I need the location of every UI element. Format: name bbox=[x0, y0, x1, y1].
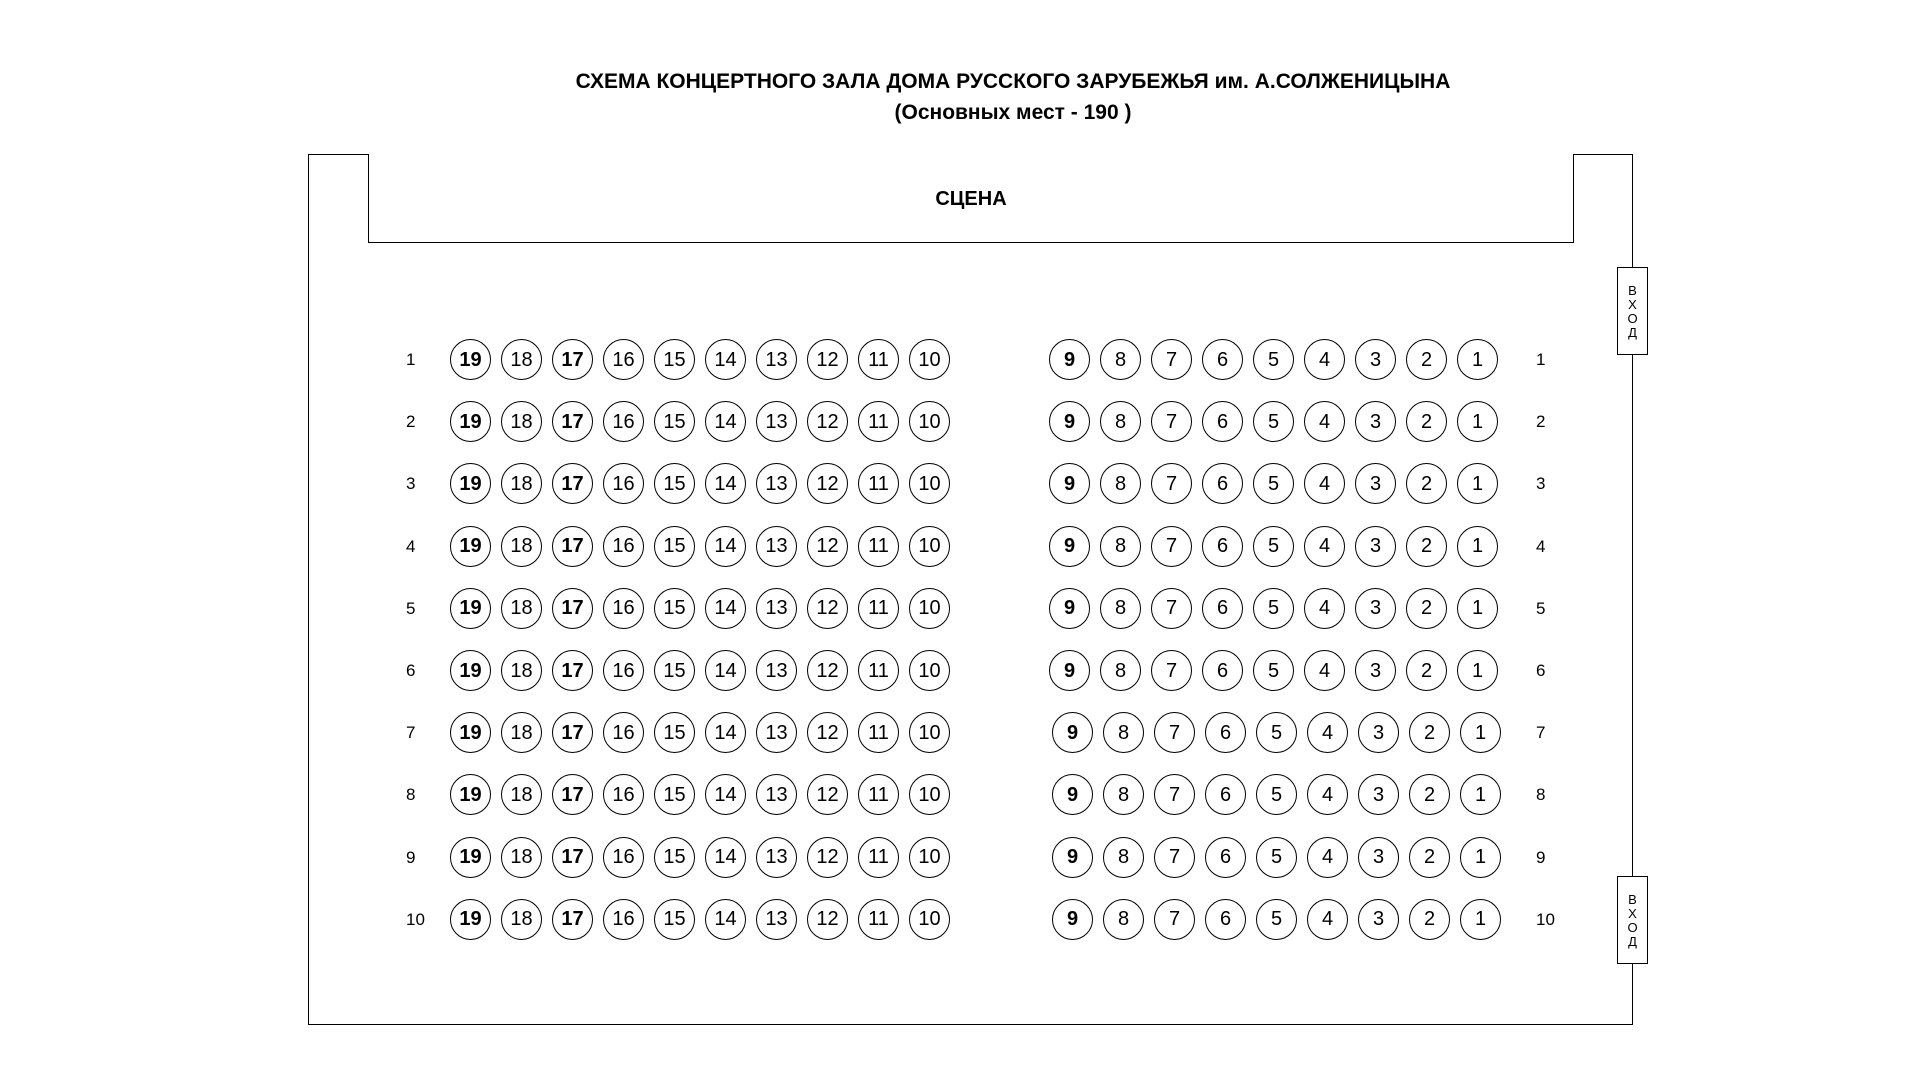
seat[interactable]: 9 bbox=[1049, 588, 1090, 629]
seat[interactable]: 2 bbox=[1406, 526, 1447, 567]
seat[interactable]: 12 bbox=[807, 774, 848, 815]
seat[interactable]: 12 bbox=[807, 899, 848, 940]
entrance-bottom bbox=[1617, 876, 1648, 964]
seat[interactable]: 19 bbox=[450, 650, 491, 691]
seat[interactable]: 10 bbox=[909, 401, 950, 442]
row-label-left: 9 bbox=[406, 847, 416, 867]
seat[interactable]: 8 bbox=[1103, 899, 1144, 940]
seat[interactable]: 13 bbox=[756, 588, 797, 629]
seat[interactable]: 13 bbox=[756, 401, 797, 442]
seat[interactable]: 1 bbox=[1460, 899, 1501, 940]
seat[interactable]: 8 bbox=[1100, 526, 1141, 567]
seat[interactable]: 19 bbox=[450, 588, 491, 629]
seat[interactable]: 7 bbox=[1151, 650, 1192, 691]
seat[interactable]: 8 bbox=[1103, 774, 1144, 815]
seat[interactable]: 12 bbox=[807, 463, 848, 504]
seat[interactable]: 10 bbox=[909, 837, 950, 878]
seat[interactable]: 8 bbox=[1103, 712, 1144, 753]
seat[interactable]: 8 bbox=[1100, 463, 1141, 504]
stage bbox=[368, 154, 1574, 243]
seat[interactable]: 9 bbox=[1052, 774, 1093, 815]
seat[interactable]: 4 bbox=[1307, 774, 1348, 815]
seat[interactable]: 6 bbox=[1202, 463, 1243, 504]
row-label-left: 10 bbox=[406, 909, 425, 929]
seat[interactable]: 9 bbox=[1049, 650, 1090, 691]
seat[interactable]: 12 bbox=[807, 837, 848, 878]
seat[interactable]: 12 bbox=[807, 588, 848, 629]
seat[interactable]: 2 bbox=[1409, 774, 1450, 815]
seat[interactable]: 14 bbox=[705, 837, 746, 878]
seat[interactable]: 2 bbox=[1406, 401, 1447, 442]
seat[interactable]: 16 bbox=[603, 463, 644, 504]
seat[interactable]: 17 bbox=[552, 339, 593, 380]
row-label-right: 2 bbox=[1536, 412, 1546, 432]
seat[interactable]: 2 bbox=[1409, 837, 1450, 878]
seat[interactable]: 6 bbox=[1202, 650, 1243, 691]
seat[interactable]: 5 bbox=[1253, 339, 1294, 380]
seat[interactable]: 2 bbox=[1406, 339, 1447, 380]
seat[interactable]: 14 bbox=[705, 712, 746, 753]
seat[interactable]: 12 bbox=[807, 401, 848, 442]
seat[interactable]: 12 bbox=[807, 526, 848, 567]
seat[interactable]: 2 bbox=[1406, 588, 1447, 629]
seat[interactable]: 18 bbox=[501, 712, 542, 753]
seat[interactable]: 12 bbox=[807, 712, 848, 753]
seat[interactable]: 11 bbox=[858, 837, 899, 878]
seat[interactable]: 1 bbox=[1457, 650, 1498, 691]
seat[interactable]: 16 bbox=[603, 837, 644, 878]
seat[interactable]: 10 bbox=[909, 899, 950, 940]
seat[interactable]: 7 bbox=[1151, 339, 1192, 380]
seat[interactable]: 19 bbox=[450, 401, 491, 442]
seat[interactable]: 18 bbox=[501, 463, 542, 504]
seat[interactable]: 5 bbox=[1253, 650, 1294, 691]
seat[interactable]: 4 bbox=[1304, 588, 1345, 629]
seat[interactable]: 18 bbox=[501, 588, 542, 629]
seat[interactable]: 6 bbox=[1202, 401, 1243, 442]
seat[interactable]: 16 bbox=[603, 899, 644, 940]
seat[interactable]: 5 bbox=[1253, 526, 1294, 567]
seat[interactable]: 7 bbox=[1154, 899, 1195, 940]
seat[interactable]: 15 bbox=[654, 339, 695, 380]
seat[interactable]: 13 bbox=[756, 650, 797, 691]
seat[interactable]: 5 bbox=[1256, 774, 1297, 815]
seat[interactable]: 5 bbox=[1253, 463, 1294, 504]
seat[interactable]: 9 bbox=[1052, 899, 1093, 940]
seat[interactable]: 5 bbox=[1253, 401, 1294, 442]
seat[interactable]: 3 bbox=[1355, 650, 1396, 691]
seat[interactable]: 18 bbox=[501, 401, 542, 442]
entrance-top-label: ВХОД bbox=[1625, 283, 1640, 339]
row-label-left: 8 bbox=[406, 785, 416, 805]
seat[interactable]: 16 bbox=[603, 526, 644, 567]
seat[interactable]: 14 bbox=[705, 588, 746, 629]
seat[interactable]: 16 bbox=[603, 588, 644, 629]
seat[interactable]: 7 bbox=[1154, 774, 1195, 815]
seat[interactable]: 11 bbox=[858, 650, 899, 691]
seat[interactable]: 4 bbox=[1307, 899, 1348, 940]
seat[interactable]: 2 bbox=[1406, 650, 1447, 691]
seat[interactable]: 8 bbox=[1100, 650, 1141, 691]
seat[interactable]: 9 bbox=[1049, 339, 1090, 380]
seat[interactable]: 3 bbox=[1355, 526, 1396, 567]
seat[interactable]: 5 bbox=[1256, 712, 1297, 753]
seat[interactable]: 7 bbox=[1151, 401, 1192, 442]
seat[interactable]: 13 bbox=[756, 463, 797, 504]
row-label-left: 6 bbox=[406, 661, 416, 680]
seat[interactable]: 18 bbox=[501, 339, 542, 380]
seat[interactable]: 10 bbox=[909, 463, 950, 504]
seat[interactable]: 11 bbox=[858, 526, 899, 567]
row-label-right: 6 bbox=[1536, 661, 1546, 680]
seat[interactable]: 16 bbox=[603, 650, 644, 691]
seat[interactable]: 10 bbox=[909, 650, 950, 691]
seat[interactable]: 1 bbox=[1460, 712, 1501, 753]
row-label-left: 4 bbox=[406, 536, 416, 556]
seat[interactable]: 11 bbox=[858, 712, 899, 753]
seat[interactable]: 10 bbox=[909, 588, 950, 629]
seat[interactable]: 16 bbox=[603, 774, 644, 815]
seat[interactable]: 6 bbox=[1202, 526, 1243, 567]
row-label-left: 3 bbox=[406, 474, 416, 494]
seat[interactable]: 17 bbox=[552, 401, 593, 442]
seat[interactable]: 15 bbox=[654, 774, 695, 815]
seat[interactable]: 6 bbox=[1205, 837, 1246, 878]
seat[interactable]: 11 bbox=[858, 401, 899, 442]
seat[interactable]: 14 bbox=[705, 526, 746, 567]
seat[interactable]: 8 bbox=[1100, 588, 1141, 629]
seat[interactable]: 7 bbox=[1151, 463, 1192, 504]
seat[interactable]: 11 bbox=[858, 899, 899, 940]
seat[interactable]: 18 bbox=[501, 837, 542, 878]
entrance-top bbox=[1617, 267, 1648, 355]
seat[interactable]: 7 bbox=[1151, 588, 1192, 629]
seat[interactable]: 7 bbox=[1151, 526, 1192, 567]
seat[interactable]: 17 bbox=[552, 837, 593, 878]
seat[interactable]: 11 bbox=[858, 339, 899, 380]
seat[interactable]: 17 bbox=[552, 774, 593, 815]
seat[interactable]: 4 bbox=[1304, 401, 1345, 442]
seat[interactable]: 9 bbox=[1052, 837, 1093, 878]
seat[interactable]: 15 bbox=[654, 401, 695, 442]
row-label-right: 3 bbox=[1536, 474, 1546, 494]
seat[interactable]: 5 bbox=[1256, 899, 1297, 940]
seat[interactable]: 8 bbox=[1100, 401, 1141, 442]
seat[interactable]: 15 bbox=[654, 899, 695, 940]
seat[interactable]: 18 bbox=[501, 650, 542, 691]
seat[interactable]: 9 bbox=[1049, 526, 1090, 567]
seat[interactable]: 3 bbox=[1358, 712, 1399, 753]
seat[interactable]: 9 bbox=[1052, 712, 1093, 753]
seat[interactable]: 1 bbox=[1457, 339, 1498, 380]
seat[interactable]: 11 bbox=[858, 588, 899, 629]
seat[interactable]: 13 bbox=[756, 774, 797, 815]
row-label-right: 9 bbox=[1536, 847, 1546, 867]
row-label-right: 4 bbox=[1536, 536, 1546, 556]
seat[interactable]: 18 bbox=[501, 774, 542, 815]
seat[interactable]: 15 bbox=[654, 526, 695, 567]
seat[interactable]: 19 bbox=[450, 837, 491, 878]
seat[interactable]: 14 bbox=[705, 650, 746, 691]
seat[interactable]: 15 bbox=[654, 712, 695, 753]
seat[interactable]: 15 bbox=[654, 650, 695, 691]
seat[interactable]: 1 bbox=[1457, 463, 1498, 504]
seat[interactable]: 10 bbox=[909, 339, 950, 380]
seat[interactable]: 13 bbox=[756, 339, 797, 380]
row-label-right: 7 bbox=[1536, 723, 1546, 743]
seat[interactable]: 17 bbox=[552, 899, 593, 940]
seat[interactable]: 15 bbox=[654, 588, 695, 629]
seat[interactable]: 17 bbox=[552, 712, 593, 753]
seat[interactable]: 4 bbox=[1304, 526, 1345, 567]
hall-title: СХЕМА КОНЦЕРТНОГО ЗАЛА ДОМА РУССКОГО ЗАРУБЕЖЬЯ им. А.СОЛЖЕНИЦЫНА bbox=[575, 70, 1451, 93]
seat[interactable]: 1 bbox=[1457, 401, 1498, 442]
seat[interactable]: 8 bbox=[1100, 339, 1141, 380]
seat[interactable]: 17 bbox=[552, 463, 593, 504]
seat[interactable]: 14 bbox=[705, 339, 746, 380]
seat[interactable]: 16 bbox=[603, 401, 644, 442]
seat[interactable]: 14 bbox=[705, 899, 746, 940]
seat[interactable]: 6 bbox=[1202, 339, 1243, 380]
seat[interactable]: 19 bbox=[450, 339, 491, 380]
seat[interactable]: 4 bbox=[1307, 712, 1348, 753]
seat[interactable]: 19 bbox=[450, 899, 491, 940]
seat[interactable]: 11 bbox=[858, 463, 899, 504]
seat[interactable]: 15 bbox=[654, 837, 695, 878]
seat[interactable]: 7 bbox=[1154, 837, 1195, 878]
seat[interactable]: 3 bbox=[1358, 837, 1399, 878]
seat[interactable]: 10 bbox=[909, 526, 950, 567]
seat[interactable]: 14 bbox=[705, 774, 746, 815]
seat[interactable]: 19 bbox=[450, 526, 491, 567]
seat[interactable]: 19 bbox=[450, 463, 491, 504]
seat[interactable]: 6 bbox=[1205, 774, 1246, 815]
row-label-right: 10 bbox=[1536, 909, 1555, 929]
row-label-right: 5 bbox=[1536, 598, 1546, 618]
seat[interactable]: 13 bbox=[756, 899, 797, 940]
seat[interactable]: 18 bbox=[501, 526, 542, 567]
seat[interactable]: 17 bbox=[552, 526, 593, 567]
seat[interactable]: 4 bbox=[1304, 339, 1345, 380]
row-label-right: 1 bbox=[1536, 350, 1546, 369]
seat[interactable]: 14 bbox=[705, 463, 746, 504]
seat[interactable]: 10 bbox=[909, 712, 950, 753]
seat[interactable]: 4 bbox=[1304, 650, 1345, 691]
seat[interactable]: 5 bbox=[1256, 837, 1297, 878]
seat[interactable]: 3 bbox=[1358, 899, 1399, 940]
seat[interactable]: 10 bbox=[909, 774, 950, 815]
seat[interactable]: 3 bbox=[1355, 463, 1396, 504]
seat[interactable]: 3 bbox=[1355, 339, 1396, 380]
seat[interactable]: 1 bbox=[1457, 588, 1498, 629]
row-label-right: 8 bbox=[1536, 785, 1546, 805]
seat[interactable]: 8 bbox=[1103, 837, 1144, 878]
seat[interactable]: 14 bbox=[705, 401, 746, 442]
stage-label: СЦЕНА bbox=[935, 188, 1007, 210]
seat[interactable]: 12 bbox=[807, 650, 848, 691]
row-label-left: 7 bbox=[406, 723, 416, 743]
row-label-left: 2 bbox=[406, 412, 416, 432]
seat[interactable]: 12 bbox=[807, 339, 848, 380]
seat[interactable]: 2 bbox=[1409, 899, 1450, 940]
seat[interactable]: 6 bbox=[1202, 588, 1243, 629]
seat[interactable]: 11 bbox=[858, 774, 899, 815]
seat[interactable]: 4 bbox=[1307, 837, 1348, 878]
row-label-left: 1 bbox=[406, 350, 416, 369]
seat[interactable]: 9 bbox=[1049, 401, 1090, 442]
seat[interactable]: 13 bbox=[756, 837, 797, 878]
seat[interactable]: 13 bbox=[756, 712, 797, 753]
seat[interactable]: 1 bbox=[1457, 526, 1498, 567]
seat[interactable]: 3 bbox=[1355, 588, 1396, 629]
row-label-left: 5 bbox=[406, 598, 416, 618]
seat[interactable]: 7 bbox=[1154, 712, 1195, 753]
seat[interactable]: 2 bbox=[1406, 463, 1447, 504]
seat[interactable]: 4 bbox=[1304, 463, 1345, 504]
seat[interactable]: 13 bbox=[756, 526, 797, 567]
seat[interactable]: 17 bbox=[552, 588, 593, 629]
seat[interactable]: 19 bbox=[450, 712, 491, 753]
seat[interactable]: 18 bbox=[501, 899, 542, 940]
hall-subtitle: (Основных мест - 190 ) bbox=[894, 101, 1132, 124]
seat[interactable]: 16 bbox=[603, 712, 644, 753]
seat[interactable]: 3 bbox=[1358, 774, 1399, 815]
seat[interactable]: 6 bbox=[1205, 899, 1246, 940]
seat[interactable]: 1 bbox=[1460, 837, 1501, 878]
seat[interactable]: 6 bbox=[1205, 712, 1246, 753]
seat[interactable]: 2 bbox=[1409, 712, 1450, 753]
seat[interactable]: 17 bbox=[552, 650, 593, 691]
seat[interactable]: 9 bbox=[1049, 463, 1090, 504]
seat[interactable]: 3 bbox=[1355, 401, 1396, 442]
entrance-bottom-label: ВХОД bbox=[1625, 892, 1640, 948]
seat[interactable]: 16 bbox=[603, 339, 644, 380]
seat[interactable]: 19 bbox=[450, 774, 491, 815]
seat[interactable]: 5 bbox=[1253, 588, 1294, 629]
seat[interactable]: 1 bbox=[1460, 774, 1501, 815]
seat[interactable]: 15 bbox=[654, 463, 695, 504]
